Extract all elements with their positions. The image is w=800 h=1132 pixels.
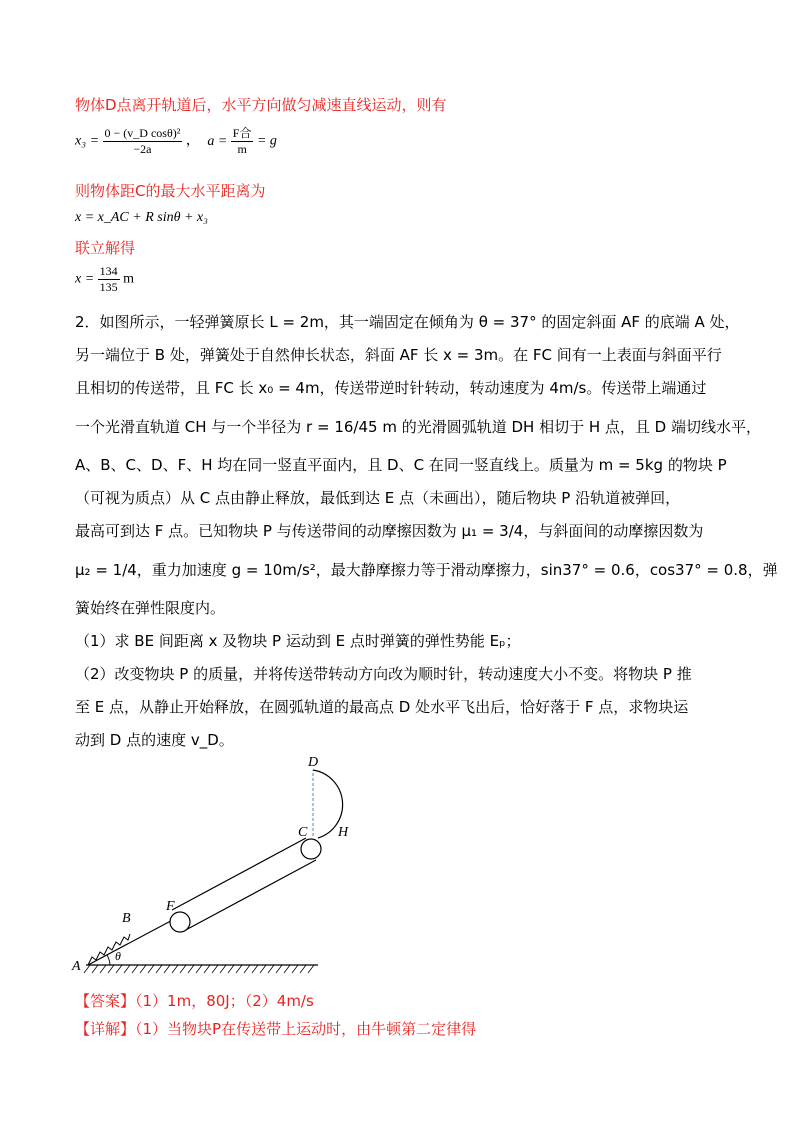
eq4-lhs: x =: [75, 271, 95, 287]
label-d: D: [308, 755, 319, 770]
problem-line: 至 E 点，从静止开始释放，在圆弧轨道的最高点 D 处水平飞出后，恰好落于 F 点，求物块运: [75, 698, 689, 716]
problem-line: 最高可到达 F 点。已知物块 P 与传送带间的动摩擦因数为 μ₁ = 3/4，与斜面间的动摩擦因数为: [75, 522, 704, 540]
detail-line: [75, 1018, 476, 1039]
eq1-numerator: 0 − (v_D cosθ)²: [104, 126, 181, 140]
problem-line: （1）求 BE 间距离 x 及物块 P 运动到 E 点时弹簧的弹性势能 Eₚ；: [75, 632, 521, 650]
label-h: H: [338, 825, 349, 840]
roller-upper: [301, 839, 321, 859]
label-a: A: [72, 959, 81, 974]
problem-line: 另一端位于 B 处，弹簧处于自然伸长状态，斜面 AF 长 x = 3m。在 FC 间有一上表面与斜面平行: [75, 346, 722, 364]
eq2-fraction: [231, 126, 254, 157]
eq4-unit: m: [123, 271, 135, 287]
problem-line: 动到 D 点的速度 v_D。: [75, 731, 234, 749]
eq2-rhs: = g: [256, 133, 277, 149]
ground-hatching: [84, 965, 314, 973]
problem-line: （2）改变物块 P 的质量，并将传送带转动方向改为顺时针，转动速度大小不变。将物块 P 推: [75, 665, 692, 683]
belt-bottom: [182, 860, 316, 932]
solution-line-1: 物体D点离开轨道后，水平方向做匀减速直线运动，则有: [75, 96, 447, 114]
angle-arc: [107, 955, 110, 965]
equation-result: [75, 264, 134, 295]
problem-line: 2．如图所示，一轻弹簧原长 L = 2m，其一端固定在倾角为 θ = 37° 的固定斜面 AF 的底端 A 处，: [75, 313, 740, 331]
problem-line: A、B、C、D、F、H 均在同一竖直平面内，且 D、C 在同一竖直线上。质量为 m = 5kg 的物块 P: [75, 456, 727, 474]
eq2-denominator: m: [237, 142, 247, 156]
problem-line: μ₂ = 1/4，重力加速度 g = 10m/s²，最大静摩擦力等于滑动摩擦力，sin37° = 0.6，cos37° = 0.8，弹: [75, 561, 778, 579]
solution-line-3: 联立解得: [75, 239, 136, 257]
detail-tag: 【详解】: [75, 1020, 136, 1038]
problem-line: （可视为质点）从 C 点由静止释放，最低到达 E 点（未画出），随后物块 P 沿轨道被弹回，: [75, 489, 681, 507]
eq2-numerator: F合: [232, 126, 252, 140]
eq4-denominator: 135: [99, 280, 118, 294]
solution-line-2: 则物体距C的最大水平距离为: [75, 182, 266, 200]
eq1-lhs: x₃ =: [75, 133, 100, 149]
label-f: F: [166, 899, 175, 914]
eq4-fraction: [98, 264, 120, 295]
problem-line: 簧始终在弹性限度内。: [75, 599, 226, 617]
problem-text: [75, 306, 778, 757]
answer-line: [75, 990, 314, 1011]
eq1-fraction: [103, 126, 183, 157]
incline-conveyor-diagram: [60, 750, 349, 985]
eq4-numerator: 134: [99, 264, 118, 278]
eq2-lhs: a =: [207, 133, 228, 149]
eq1-denominator: −2a: [133, 142, 152, 156]
problem-line: 一个光滑直轨道 CH 与一个半径为 r = 16/45 m 的光滑圆弧轨道 DH 相切于 H 点，且 D 端切线水平，: [75, 418, 761, 436]
incline-surface: [88, 915, 182, 965]
detail-text: （1）当物块P在传送带上运动时，由牛顿第二定律得: [135, 1020, 477, 1038]
roller-lower: [170, 912, 190, 932]
eq1-separator: ，: [185, 133, 200, 149]
answer-text: （1）1m，80J；（2）4m/s: [135, 992, 314, 1010]
equation-x3: [75, 126, 277, 157]
answer-tag: 【答案】: [75, 992, 136, 1010]
problem-line: 且相切的传送带，且 FC 长 x₀ = 4m，传送带逆时针转动，转动速度为 4m/s。传送带上端通过: [75, 379, 707, 397]
label-b: B: [122, 911, 131, 926]
belt-top: [172, 838, 306, 910]
equation-x-total: x = x_AC + R sinθ + x₃: [75, 210, 209, 225]
label-theta: θ: [115, 949, 121, 963]
label-c: C: [298, 825, 308, 840]
